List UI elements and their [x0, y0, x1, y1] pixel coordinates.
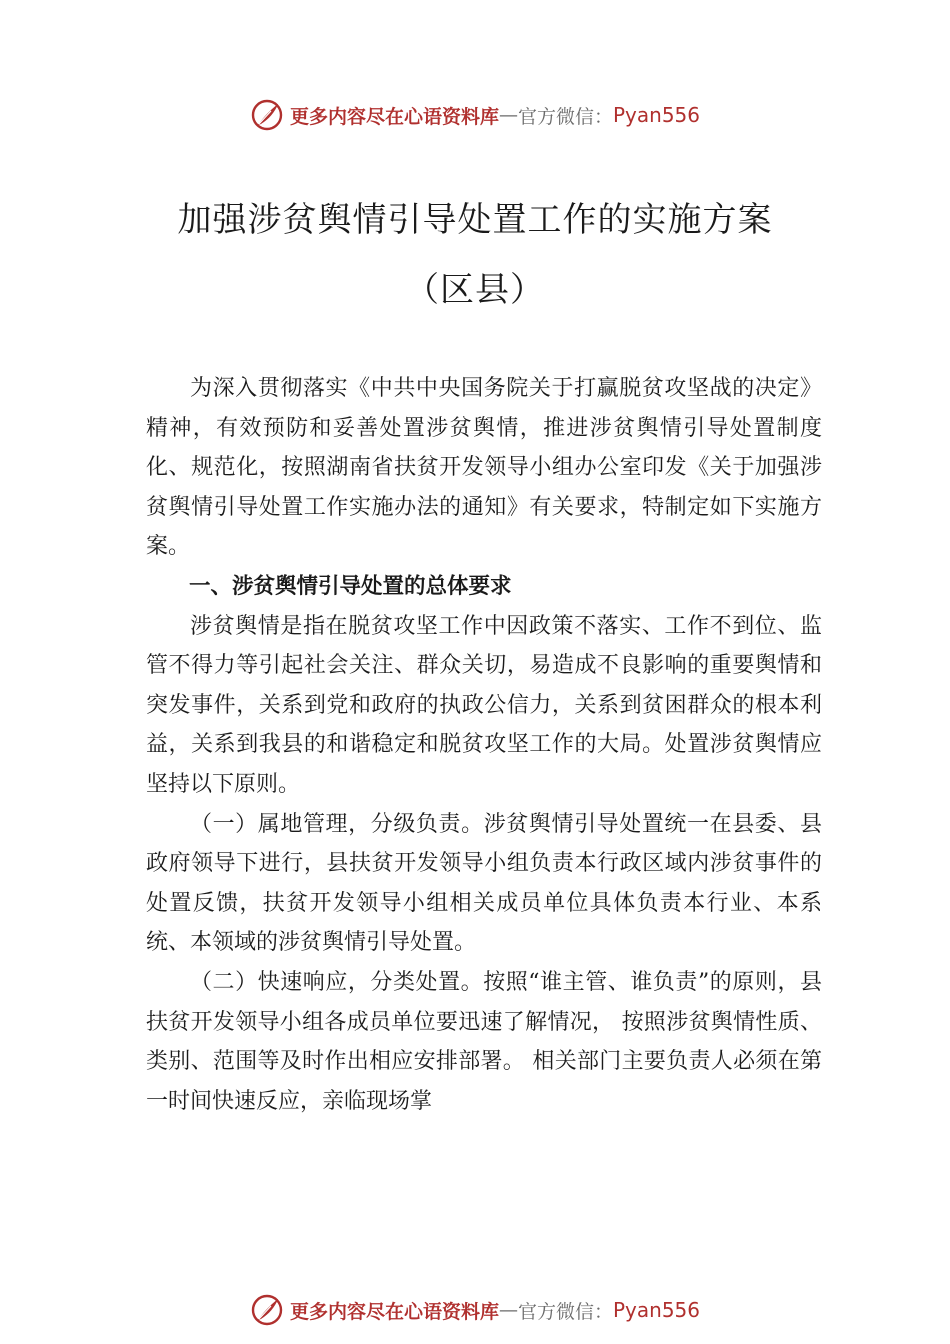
- watermark-lead-text: 更多内容尽在心语资料库: [289, 105, 499, 128]
- feather-pen-seal-icon: [250, 98, 284, 132]
- document-title: 加强涉贫舆情引导处置工作的实施方案: [177, 200, 773, 240]
- intro-paragraph: 为深入贯彻落实《中共中央国务院关于打赢脱贫攻坚战的决定》精神，有效预防和妥善处置涉贫舆情，推进涉贫舆情引导处置制度化、规范化，按照湖南省扶贫开发领导小组办公室印发《关于加强涉贫舆情引导处置工作实施办法的通知》有关要求，特制定如下实施方案。: [146, 376, 822, 560]
- watermark-lead-text: 更多内容尽在心语资料库: [289, 1300, 499, 1323]
- document-body: [146, 369, 822, 1121]
- watermark-banner-top: [0, 95, 950, 135]
- watermark-dash: —: [498, 1299, 518, 1321]
- section-heading: 一、涉贫舆情引导处置的总体要求: [189, 573, 512, 599]
- watermark-label: 官方微信：: [517, 1300, 613, 1323]
- watermark-wechat-id: Pyan556: [613, 1298, 701, 1322]
- watermark-label: 官方微信：: [517, 105, 613, 128]
- document-subtitle: （区县）: [405, 270, 545, 310]
- principle-paragraph-1: （一）属地管理，分级负责。涉贫舆情引导处置统一在县委、县政府领导下进行，县扶贫开发领导小组负责本行政区域内涉贫事件的处置反馈，扶贫开发领导小组相关成员单位具体负责本行业、本系统、本领域的涉贫舆情引导处置。: [146, 811, 822, 956]
- watermark-wechat-id: Pyan556: [613, 103, 701, 127]
- watermark-banner-bottom: [0, 1290, 950, 1330]
- principle-paragraph-2: （二）快速响应，分类处置。按照“谁主管、谁负责”的原则，县扶贫开发领导小组各成员单位要迅速了解情况， 按照涉贫舆情性质、类别、范围等及时作出相应安排部署。 相关部门主要负责人必须在第一时间快速反应，亲临现场掌: [146, 969, 822, 1114]
- watermark-dash: —: [498, 104, 518, 126]
- definition-paragraph: 涉贫舆情是指在脱贫攻坚工作中因政策不落实、工作不到位、监管不得力等引起社会关注、群众关切，易造成不良影响的重要舆情和突发事件，关系到党和政府的执政公信力，关系到贫困群众的根本利益，关系到我县的和谐稳定和脱贫攻坚工作的大局。处置涉贫舆情应坚持以下原则。: [146, 613, 822, 797]
- feather-pen-seal-icon: [250, 1293, 284, 1327]
